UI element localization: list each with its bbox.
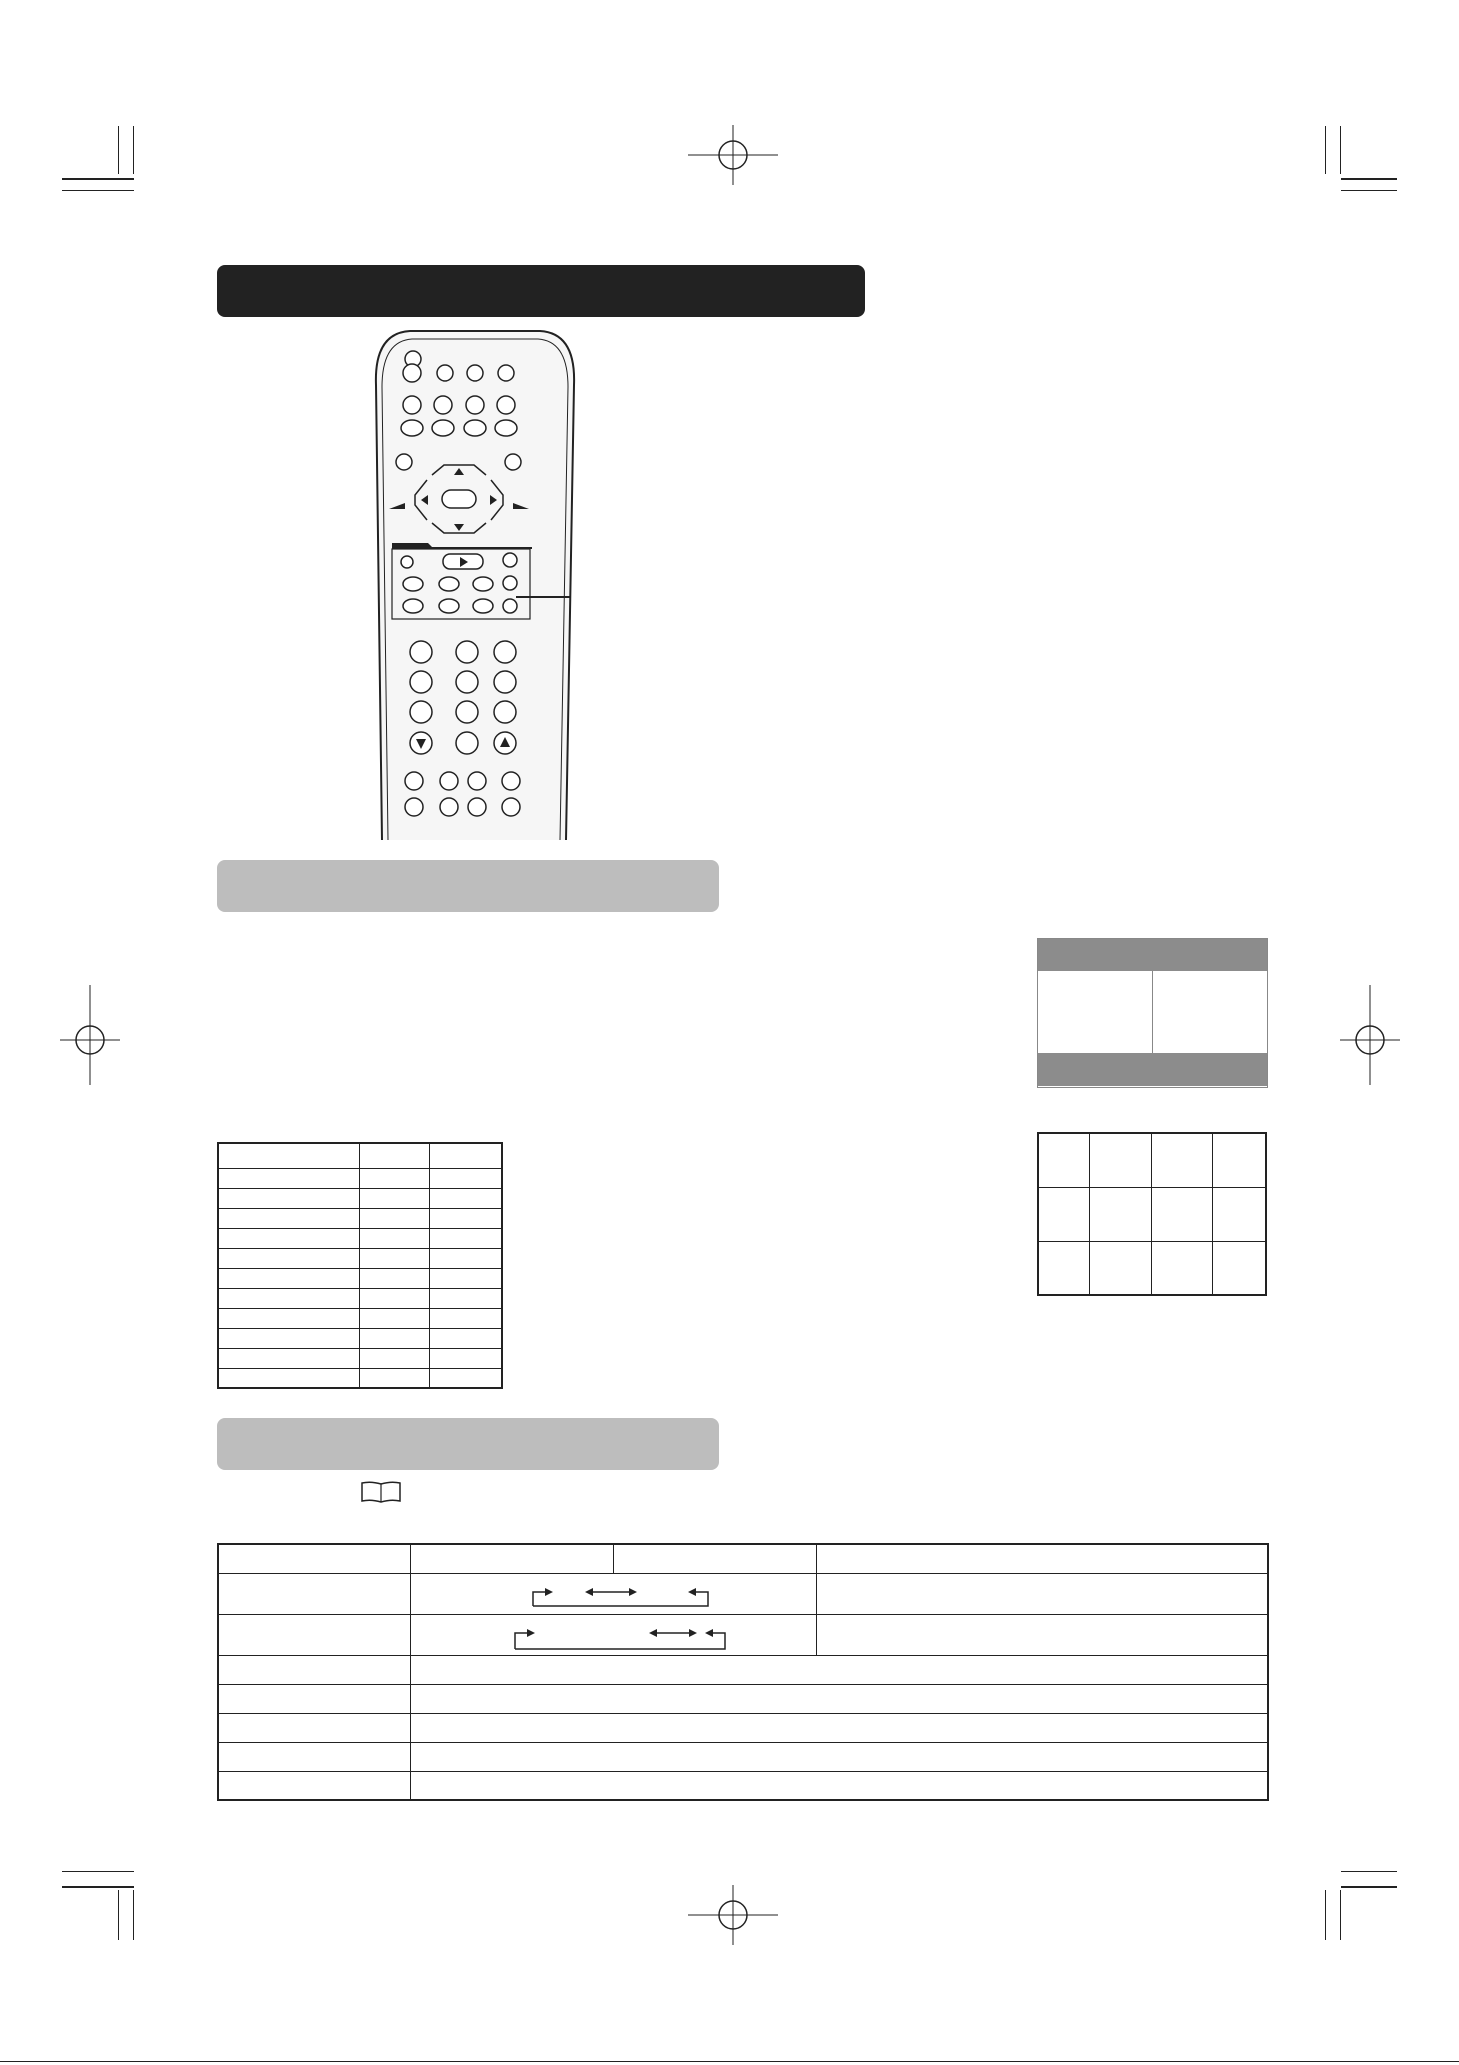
cycle-cell [410, 1614, 816, 1655]
page-title-bar [217, 265, 865, 317]
registration-mark-icon [688, 125, 778, 185]
table-cell [1152, 1241, 1212, 1295]
registration-mark-icon [1340, 985, 1400, 1085]
table-cell [429, 1328, 502, 1348]
info-box [1037, 938, 1268, 1088]
table-cell [1212, 1187, 1266, 1241]
table-row [218, 1268, 502, 1288]
table-cell [218, 1268, 360, 1288]
table-row [1038, 1241, 1266, 1295]
table-cell [429, 1248, 502, 1268]
right-grid-table [1037, 1132, 1267, 1296]
registration-mark-icon [60, 985, 120, 1085]
table-row [218, 1248, 502, 1268]
row-label [218, 1742, 410, 1771]
remote-control-icon [370, 325, 580, 845]
table-cell [218, 1208, 360, 1228]
row-wide-cell [410, 1713, 1268, 1742]
table-header-row [218, 1544, 1268, 1573]
table-cell [360, 1308, 430, 1328]
row-wide-cell [410, 1684, 1268, 1713]
table-row [218, 1288, 502, 1308]
section-heading-1 [217, 860, 719, 912]
row-label [218, 1713, 410, 1742]
table-row [218, 1771, 1268, 1800]
table-cell [1090, 1187, 1152, 1241]
table-row [218, 1742, 1268, 1771]
header-cell [614, 1544, 817, 1573]
cycle-arrow-icon [411, 1574, 816, 1614]
row-note [816, 1573, 1268, 1614]
table-cell [218, 1168, 360, 1188]
table-cell [429, 1143, 502, 1168]
header-cell [218, 1544, 410, 1573]
table-row [218, 1208, 502, 1228]
table-cell [1038, 1241, 1090, 1295]
table-cell [1038, 1187, 1090, 1241]
table-cell [218, 1288, 360, 1308]
table-row [1038, 1133, 1266, 1187]
info-box-right-cell [1153, 971, 1267, 1053]
table-cell [218, 1308, 360, 1328]
table-cell [218, 1368, 360, 1388]
table-row [218, 1368, 502, 1388]
row-wide-cell [410, 1742, 1268, 1771]
row-label [218, 1614, 410, 1655]
table-row [218, 1328, 502, 1348]
row-label [218, 1655, 410, 1684]
row-label [218, 1684, 410, 1713]
table-cell [218, 1228, 360, 1248]
table-row [218, 1573, 1268, 1614]
section-heading-2 [217, 1418, 719, 1470]
table-row [218, 1713, 1268, 1742]
table-cell [1212, 1133, 1266, 1187]
table-cell [429, 1308, 502, 1328]
table-cell [1090, 1241, 1152, 1295]
table-cell [218, 1188, 360, 1208]
table-row [218, 1168, 502, 1188]
table-cell [360, 1268, 430, 1288]
table-cell [429, 1348, 502, 1368]
row-label [218, 1771, 410, 1800]
table-cell [360, 1188, 430, 1208]
table-cell [1212, 1241, 1266, 1295]
table-cell [429, 1208, 502, 1228]
table-cell [429, 1268, 502, 1288]
table-cell [360, 1328, 430, 1348]
table-row [218, 1614, 1268, 1655]
table-row [218, 1228, 502, 1248]
info-box-left-cell [1038, 971, 1153, 1053]
table-cell [360, 1208, 430, 1228]
left-data-table [217, 1142, 503, 1389]
table-row [218, 1143, 502, 1168]
table-row [1038, 1187, 1266, 1241]
table-row [218, 1308, 502, 1328]
table-cell [429, 1188, 502, 1208]
table-cell [360, 1248, 430, 1268]
table-cell [360, 1348, 430, 1368]
row-wide-cell [410, 1655, 1268, 1684]
table-cell [429, 1288, 502, 1308]
table-cell [429, 1228, 502, 1248]
bottom-data-table [217, 1543, 1269, 1801]
table-cell [218, 1248, 360, 1268]
callout-line [516, 596, 571, 598]
table-cell [1038, 1133, 1090, 1187]
table-row [218, 1348, 502, 1368]
table-cell [360, 1288, 430, 1308]
table-cell [218, 1348, 360, 1368]
table-cell [1152, 1187, 1212, 1241]
table-row [218, 1684, 1268, 1713]
row-label [218, 1573, 410, 1614]
table-cell [1090, 1133, 1152, 1187]
registration-mark-icon [688, 1885, 778, 1945]
table-cell [360, 1143, 430, 1168]
info-box-footer [1038, 1053, 1267, 1086]
row-wide-cell [410, 1771, 1268, 1800]
table-cell [218, 1143, 360, 1168]
table-row [218, 1655, 1268, 1684]
header-cell [816, 1544, 1268, 1573]
table-cell [1152, 1133, 1212, 1187]
table-cell [429, 1368, 502, 1388]
header-cell [410, 1544, 614, 1573]
cycle-arrow-icon [411, 1615, 816, 1655]
book-icon [360, 1481, 402, 1503]
table-cell [218, 1328, 360, 1348]
table-cell [429, 1168, 502, 1188]
table-cell [360, 1368, 430, 1388]
table-cell [360, 1168, 430, 1188]
row-note [816, 1614, 1268, 1655]
table-row [218, 1188, 502, 1208]
info-box-header [1038, 939, 1267, 971]
table-cell [360, 1228, 430, 1248]
cycle-cell [410, 1573, 816, 1614]
